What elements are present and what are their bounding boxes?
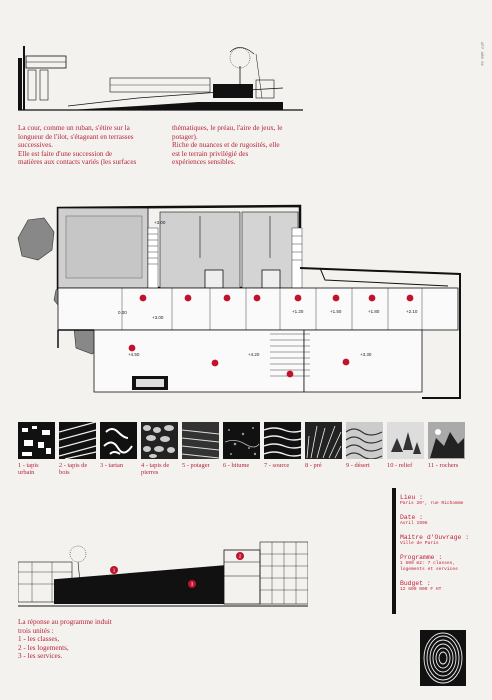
texture-tile-tartan bbox=[100, 422, 137, 459]
svg-text:1: 1 bbox=[112, 567, 116, 573]
level-label: 0.00 bbox=[118, 310, 127, 315]
texture-tile-tapis-bois bbox=[59, 422, 96, 459]
texture-label: 10 - relief bbox=[387, 462, 413, 469]
info-date-value: Avril 1996 bbox=[400, 521, 428, 526]
info-programme-title: Programme : bbox=[400, 554, 443, 561]
texture-tile-tapis-pierres bbox=[141, 422, 178, 459]
page-code: AP7 AR8 01 bbox=[479, 42, 483, 67]
info-programme-value: logements et services bbox=[400, 567, 458, 572]
info-panel bbox=[400, 494, 485, 593]
texture-label: 8 - pré bbox=[305, 462, 322, 469]
texture-label: 3 - tartan bbox=[100, 462, 124, 469]
texture-label: 5 - potager bbox=[182, 462, 210, 469]
texture-tile-potager bbox=[182, 422, 219, 459]
level-label: +1.50 bbox=[330, 309, 342, 314]
svg-text:3: 3 bbox=[190, 581, 194, 587]
texture-tile-rochers bbox=[428, 422, 465, 459]
info-maitre-title: Maitre d'Ouvrage : bbox=[400, 534, 470, 541]
info-lieu-title: Lieu : bbox=[400, 494, 424, 501]
bottom-section-drawing bbox=[18, 532, 308, 612]
info-panel-bar bbox=[392, 488, 396, 614]
level-label: +1.80 bbox=[368, 309, 380, 314]
level-label: +4.20 bbox=[248, 352, 260, 357]
info-maitre-value: Ville de Paris bbox=[400, 541, 439, 546]
intro-text-col2: thématiques, le préau, l'aire de jeux, le potager). Riche de nuances et de rugosités, elle est le terrain privilégié des expériences sensibles. bbox=[172, 124, 283, 167]
texture-tile-tapis-urbain bbox=[18, 422, 55, 459]
texture-tile-bitume bbox=[223, 422, 260, 459]
texture-label: 6 - bitume bbox=[223, 462, 250, 469]
texture-tile-relief bbox=[387, 422, 424, 459]
texture-label: 2 - tapis de bois bbox=[59, 462, 88, 477]
texture-label: 4 - tapis de pierres bbox=[141, 462, 170, 477]
site-plan bbox=[10, 198, 480, 410]
level-label: +2.10 bbox=[406, 309, 418, 314]
level-label: +4.50 bbox=[128, 352, 140, 357]
level-label: +3.00 bbox=[154, 220, 166, 225]
texture-label: 11 - rochers bbox=[428, 462, 459, 469]
program-text: La réponse au programme induit trois unités : 1 - les classes, 2 - les logements, 3 - les services. bbox=[18, 618, 112, 661]
texture-tile-desert bbox=[346, 422, 383, 459]
level-label: +1.20 bbox=[292, 309, 304, 314]
top-elevation-drawing bbox=[18, 18, 303, 118]
texture-tile-source bbox=[264, 422, 301, 459]
info-budget-value: 12 800 000 F HT bbox=[400, 587, 442, 592]
info-date-title: Date : bbox=[400, 514, 424, 521]
texture-label: 1 - tapis urbain bbox=[18, 462, 39, 477]
info-programme-value: 1 500 m2: 7 classes, bbox=[400, 561, 456, 566]
intro-text-col1: La cour, comme un ruban, s'étire sur la longueur de l'ilot, s'étageant en terrasses successives. Elle est faite d'une succession de matières aux contacts variés (les surfaces bbox=[18, 124, 137, 167]
fingerprint-icon bbox=[420, 630, 466, 686]
texture-label: 9 - désert bbox=[346, 462, 370, 469]
texture-label: 7 - source bbox=[264, 462, 290, 469]
level-label: +3.00 bbox=[152, 315, 164, 320]
info-lieu-value: Paris 20°, rue Richomme bbox=[400, 501, 464, 506]
level-label: +3.30 bbox=[360, 352, 372, 357]
texture-tile-pre bbox=[305, 422, 342, 459]
info-budget-title: Budget : bbox=[400, 580, 431, 587]
svg-text:2: 2 bbox=[238, 553, 242, 559]
